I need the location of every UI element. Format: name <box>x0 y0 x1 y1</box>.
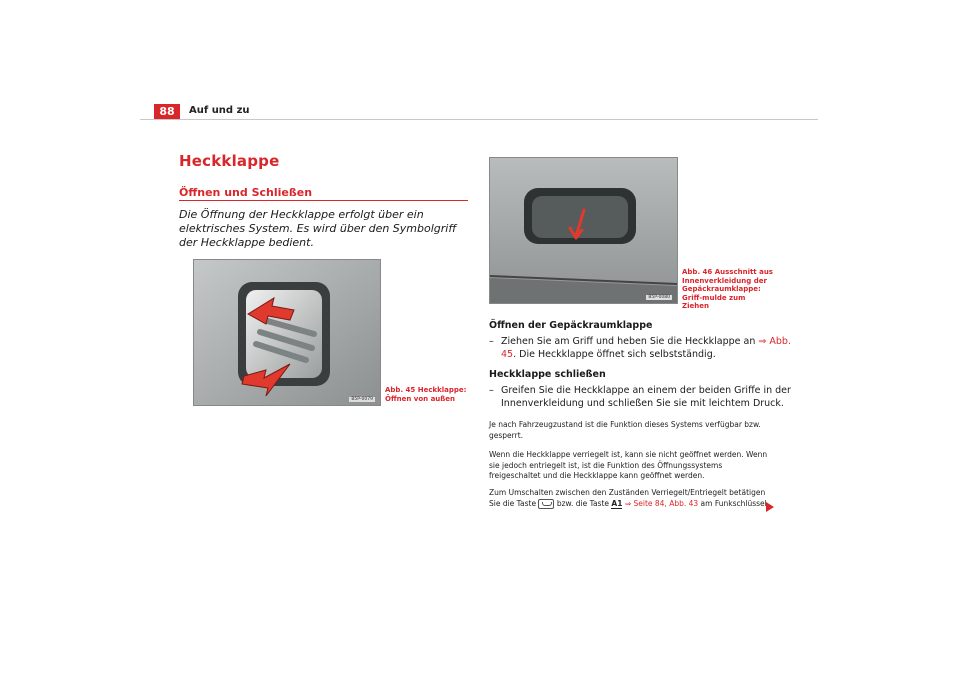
close-heading: Heckklappe schließen <box>489 369 606 380</box>
open-step-text-end: . Die Heckklappe öffnet sich selbstständig. <box>513 348 716 360</box>
trunk-key-icon <box>538 499 554 509</box>
tailgate-handle-illustration <box>194 260 380 405</box>
note-locked: Wenn die Heckklappe verriegelt ist, kann sie nicht geöffnet werden. Wenn sie jedoch entriegelt ist, ist die Funktion des Öffnungssystems freigeschaltet und die Heckklappe kann geöffnet werden. <box>489 450 768 480</box>
chapter-title: Auf und zu <box>189 105 250 116</box>
open-heading: Öffnen der Gepäckraumklappe <box>489 320 653 331</box>
note-switch-text-end: am Funkschlüssel. <box>698 498 770 508</box>
intro-text: Die Öffnung der Heckklappe erfolgt über ein elektrisches System. Es wird über den Symbolgriff der Heckklappe bedient. <box>179 208 457 249</box>
close-step-text: Greifen Sie die Heckklappe an einem der beiden Griffe in der Innenverkleidung und schließen Sie sie mit leichtem Druck. <box>501 385 791 409</box>
page-84-link[interactable]: ⇒ Seite 84, Abb. 43 <box>624 498 699 508</box>
figure-45-code: B5P-0079 <box>351 397 373 402</box>
figure-46-caption: Abb. 46 Ausschnitt aus Innenverkleidung der Gepäckraumklappe: Griff-mulde zum Ziehen <box>682 268 773 310</box>
figure-45-link[interactable]: ⇒ Abb. 45 <box>501 336 791 360</box>
subtitle-divider <box>179 200 468 201</box>
close-step <box>489 385 791 410</box>
figure-45-image <box>193 259 381 406</box>
open-step <box>489 336 791 361</box>
header-divider <box>140 119 818 120</box>
interior-handle-illustration <box>490 158 677 303</box>
note-availability: Je nach Fahrzeugzustand ist die Funktion dieses Systems verfügbar bzw. gesperrt. <box>489 420 761 440</box>
note-switch <box>489 488 772 509</box>
figure-46-code: B5P-0080 <box>648 295 670 300</box>
figure-45-caption: Abb. 45 Heckklappe: Öffnen von außen <box>385 386 467 403</box>
list-dash: – <box>489 385 494 396</box>
triangle-right-icon[interactable] <box>766 502 774 512</box>
section-subtitle: Öffnen und Schließen <box>179 186 313 199</box>
open-step-text: Ziehen Sie am Griff und heben Sie die Heckklappe an <box>501 336 759 347</box>
key-a1-label: A1 <box>611 498 623 508</box>
page-number: 88 <box>154 104 180 120</box>
note-switch-text-mid: bzw. die Taste <box>554 498 612 508</box>
note-switch-text: Zum Umschalten zwischen den Zuständen Verriegelt/Entriegelt betätigen Sie die Taste <box>489 488 766 508</box>
list-dash: – <box>489 336 494 347</box>
figure-46-image <box>489 157 678 304</box>
section-title: Heckklappe <box>179 152 280 170</box>
